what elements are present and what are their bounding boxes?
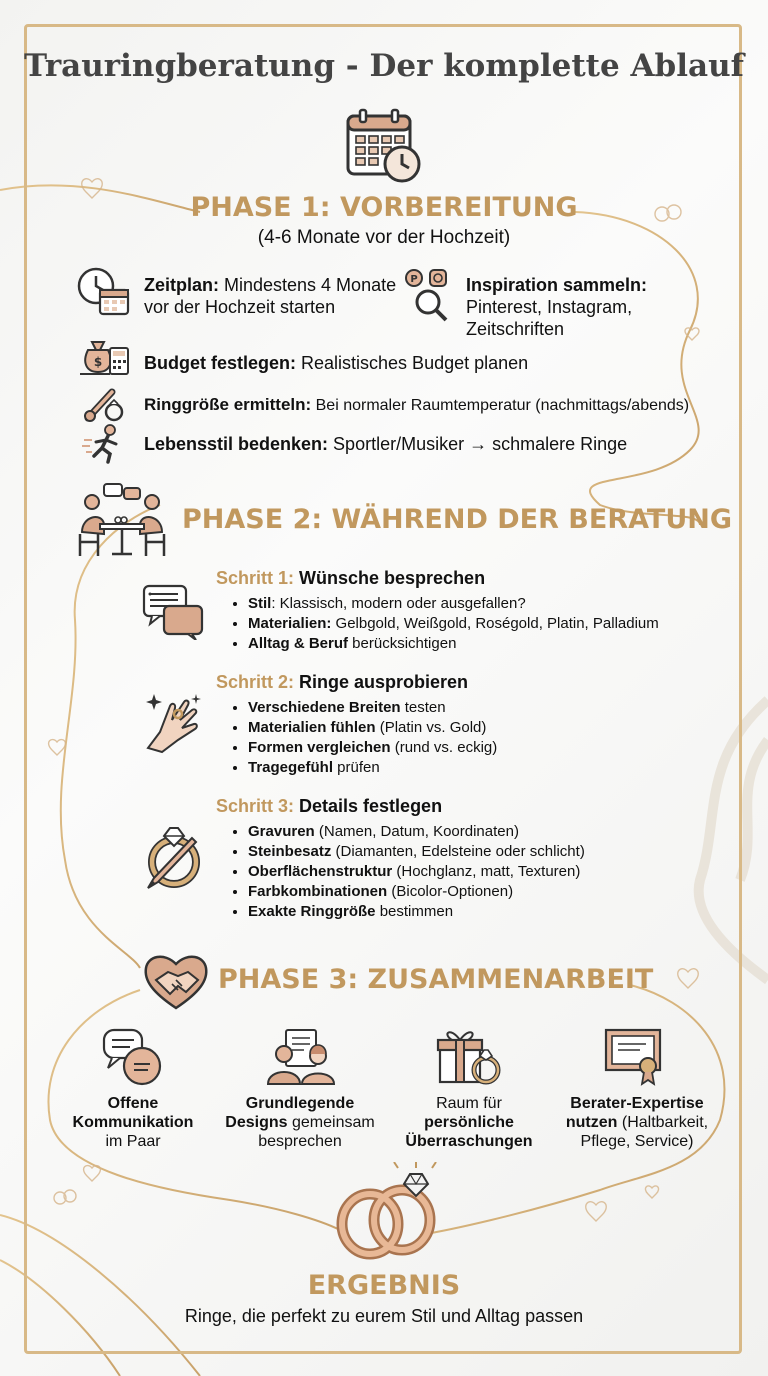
- lebensstil-item: Lebensstil bedenken: Sportler/Musiker → schmalere Ringe: [144, 434, 628, 454]
- list-item: • Materialien: Gelbgold, Weißgold, Roségold, Platin, Palladium: [248, 614, 659, 634]
- result-title: ERGEBNIS: [307, 1270, 461, 1301]
- certificate-icon: [604, 1028, 666, 1088]
- list-item: • Oberflächenstruktur (Hochglanz, matt, Texturen): [248, 862, 585, 882]
- list-item: • Gravuren (Namen, Datum, Koordinaten): [248, 822, 585, 842]
- zeitplan-item: Zeitplan: Mindestens 4 Monate vor der Hochzeit starten: [144, 275, 397, 317]
- ringgroesse-item: Ringgröße ermitteln: Bei normaler Raumtemperatur (nachmittags/abends): [144, 395, 690, 414]
- hand-ring-icon: [140, 690, 206, 756]
- consultation-table-icon: [74, 480, 170, 560]
- speech-bubbles-icon: [102, 1028, 164, 1086]
- money-bag-calculator-icon: [80, 332, 132, 378]
- inspiration-item: Inspiration sammeln: Pinterest, Instagram, Zeitschriften: [466, 275, 648, 339]
- heart-handshake-icon: [142, 950, 210, 1012]
- calendar-clock-icon: [344, 106, 424, 186]
- pinterest-instagram-search-icon: [404, 266, 452, 324]
- thermometer-ring-icon: [82, 384, 128, 424]
- list-item: • Materialien fühlen (Platin vs. Gold): [248, 718, 497, 738]
- list-item: • Tragegefühl prüfen: [248, 758, 497, 778]
- list-item: • Farbkombinationen (Bicolor-Optionen): [248, 882, 585, 902]
- col-kommunikation: Offene Kommunikation im Paar: [72, 1095, 194, 1150]
- col-ueberraschungen: Raum für persönliche Überraschungen: [405, 1095, 533, 1150]
- col-designs: Grundlegende Designs gemeinsam besprechen: [225, 1095, 375, 1150]
- step3-list: [234, 822, 585, 922]
- col-expertise: Berater-Expertise nutzen (Haltbarkeit, Pflege, Service): [565, 1095, 709, 1150]
- list-item: • Stil: Klassisch, modern oder ausgefallen?: [248, 594, 659, 614]
- page-title: Trauringberatung - Der komplette Ablauf: [24, 48, 744, 84]
- phase1-title: PHASE 1: VORBEREITUNG: [190, 192, 578, 223]
- step2-title: Schritt 2: Ringe ausprobieren: [216, 672, 469, 692]
- list-item: • Alltag & Beruf berücksichtigen: [248, 634, 659, 654]
- budget-item: Budget festlegen: Realistisches Budget planen: [144, 353, 529, 373]
- list-item: • Verschiedene Breiten testen: [248, 698, 497, 718]
- list-item: • Exakte Ringgröße bestimmen: [248, 902, 585, 922]
- step2-list: [234, 698, 497, 778]
- phase2-title: PHASE 2: WÄHREND DER BERATUNG: [182, 504, 733, 535]
- couple-document-icon: [266, 1028, 336, 1086]
- phase3-title: PHASE 3: ZUSAMMENARBEIT: [218, 964, 654, 995]
- ring-pencil-icon: [140, 824, 206, 892]
- list-item: • Formen vergleichen (rund vs. eckig): [248, 738, 497, 758]
- phase1-subtitle: (4-6 Monate vor der Hochzeit): [257, 227, 511, 248]
- step1-list: [234, 594, 659, 654]
- result-text: Ringe, die perfekt zu eurem Stil und Alltag passen: [184, 1306, 584, 1326]
- svg-text:P: P: [410, 274, 418, 285]
- svg-text:$: $: [93, 355, 103, 369]
- step1-title: Schritt 1: Wünsche besprechen: [216, 568, 486, 588]
- clock-calendar-icon: [76, 266, 132, 318]
- gift-ring-icon: [436, 1026, 502, 1086]
- running-person-icon: [82, 424, 124, 464]
- step3-title: Schritt 3: Details festlegen: [216, 796, 443, 816]
- list-item: • Steinbesatz (Diamanten, Edelsteine oder schlicht): [248, 842, 585, 862]
- chat-bubbles-icon: [142, 582, 204, 640]
- wedding-rings-icon: [332, 1162, 442, 1262]
